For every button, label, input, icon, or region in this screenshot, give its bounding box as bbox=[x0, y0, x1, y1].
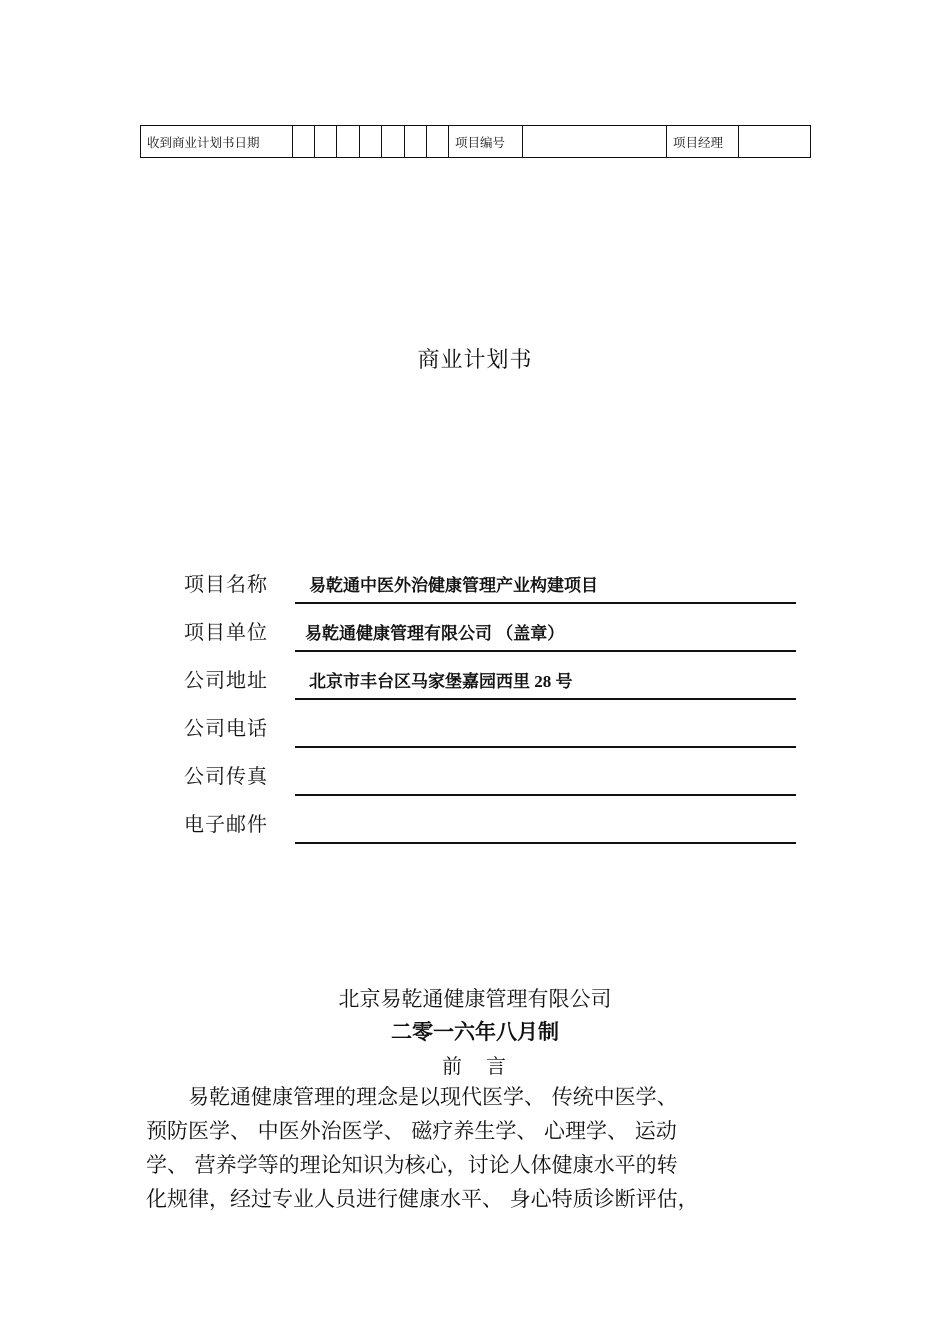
info-value: 易乾通健康管理有限公司 （盖章） bbox=[305, 624, 565, 643]
date-cell[interactable] bbox=[405, 126, 427, 158]
date-cell[interactable] bbox=[382, 126, 405, 158]
preface-body bbox=[146, 1080, 756, 1216]
info-label: 项目名称 bbox=[184, 572, 268, 596]
preface-heading: 前 言 bbox=[442, 1054, 508, 1078]
info-label: 公司传真 bbox=[184, 764, 268, 788]
info-form bbox=[184, 560, 796, 848]
date-cell[interactable] bbox=[427, 126, 449, 158]
info-field[interactable] bbox=[295, 560, 796, 604]
project-manager-value[interactable] bbox=[739, 126, 811, 158]
project-manager-label: 项目经理 bbox=[667, 126, 739, 158]
date-cell[interactable] bbox=[360, 126, 382, 158]
info-value: 北京市丰台区马家堡嘉园西里 28 号 bbox=[309, 672, 573, 691]
doc-title: 商业计划书 bbox=[417, 348, 533, 373]
info-row-project-name bbox=[184, 560, 796, 608]
info-field[interactable] bbox=[295, 704, 796, 748]
info-field[interactable] bbox=[295, 752, 796, 796]
info-row-project-unit bbox=[184, 608, 796, 656]
body-line: 易乾通健康管理的理念是以现代医学、 传统中医学、 bbox=[146, 1085, 678, 1109]
info-label: 公司电话 bbox=[184, 716, 268, 740]
project-no-value[interactable] bbox=[523, 126, 667, 158]
info-value: 易乾通中医外治健康管理产业构建项目 bbox=[309, 576, 598, 595]
project-no-label: 项目编号 bbox=[449, 126, 523, 158]
info-label: 电子邮件 bbox=[184, 812, 268, 836]
info-row-address bbox=[184, 656, 796, 704]
info-field[interactable] bbox=[295, 656, 796, 700]
date-cell[interactable] bbox=[337, 126, 360, 158]
body-line: 学、 营养学等的理论知识为核心，讨论人体健康水平的转 bbox=[146, 1153, 678, 1177]
date-cell[interactable] bbox=[293, 126, 315, 158]
received-date-label: 收到商业计划书日期 bbox=[141, 126, 293, 158]
info-field[interactable] bbox=[295, 608, 796, 652]
info-field[interactable] bbox=[295, 800, 796, 844]
info-label: 公司地址 bbox=[184, 668, 268, 692]
company-name: 北京易乾通健康管理有限公司 bbox=[338, 987, 612, 1011]
info-row-phone bbox=[184, 704, 796, 752]
body-line: 预防医学、 中医外治医学、 磁疗养生学、 心理学、 运动 bbox=[146, 1119, 677, 1143]
made-date: 二零一六年八月制 bbox=[391, 1020, 559, 1044]
tracking-table bbox=[140, 125, 811, 158]
date-cell[interactable] bbox=[315, 126, 337, 158]
info-row-email bbox=[184, 800, 796, 848]
info-row-fax bbox=[184, 752, 796, 800]
info-label: 项目单位 bbox=[184, 620, 268, 644]
body-line: 化规律，经过专业人员进行健康水平、 身心特质诊断评估， bbox=[146, 1187, 699, 1211]
